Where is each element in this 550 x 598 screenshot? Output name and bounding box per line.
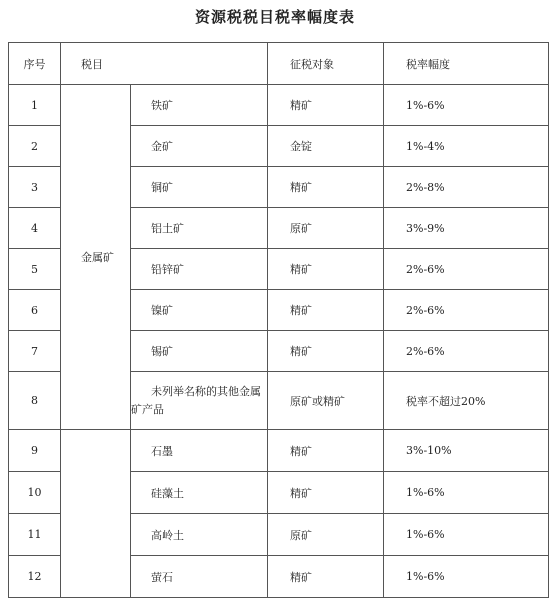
row-no: 6 (9, 290, 61, 331)
table-header-row (9, 43, 549, 85)
row-range: 1%-6% (384, 472, 549, 514)
row-range: 3%-10% (384, 430, 549, 472)
row-range: 2%-6% (384, 331, 549, 372)
row-item: 萤石 (131, 556, 268, 598)
row-range: 3%-9% (384, 208, 549, 249)
row-item: 硅藻土 (131, 472, 268, 514)
row-no: 7 (9, 331, 61, 372)
header-object: 征税对象 (268, 43, 384, 85)
row-item (131, 372, 268, 430)
row-object: 精矿 (268, 249, 384, 290)
row-no: 8 (9, 372, 61, 430)
row-range: 1%-6% (384, 85, 549, 126)
row-object: 精矿 (268, 331, 384, 372)
row-item-text: 未列举名称的其他金属矿产品 (131, 384, 261, 416)
row-item: 石墨 (131, 430, 268, 472)
row-object: 原矿 (268, 514, 384, 556)
row-item: 铝土矿 (131, 208, 268, 249)
page-title: 资源税税目税率幅度表 (194, 8, 355, 26)
row-item: 高岭土 (131, 514, 268, 556)
row-no: 3 (9, 167, 61, 208)
row-object: 原矿 (268, 208, 384, 249)
table-row (9, 85, 549, 126)
row-item: 铅锌矿 (131, 249, 268, 290)
row-range: 1%-4% (384, 126, 549, 167)
row-range: 2%-6% (384, 290, 549, 331)
row-no: 5 (9, 249, 61, 290)
row-object: 精矿 (268, 85, 384, 126)
row-object: 精矿 (268, 472, 384, 514)
row-range: 税率不超过20% (384, 372, 549, 430)
row-item: 铁矿 (131, 85, 268, 126)
header-range: 税率幅度 (384, 43, 549, 85)
row-item: 铜矿 (131, 167, 268, 208)
row-no: 12 (9, 556, 61, 598)
row-range: 1%-6% (384, 514, 549, 556)
row-object: 精矿 (268, 556, 384, 598)
row-no: 4 (9, 208, 61, 249)
row-item: 金矿 (131, 126, 268, 167)
row-range: 2%-6% (384, 249, 549, 290)
row-no: 10 (9, 472, 61, 514)
row-item: 锡矿 (131, 331, 268, 372)
row-no: 1 (9, 85, 61, 126)
row-no: 9 (9, 430, 61, 472)
row-no: 11 (9, 514, 61, 556)
row-object: 精矿 (268, 430, 384, 472)
row-no: 2 (9, 126, 61, 167)
table-row (9, 430, 549, 472)
category-nonmetal (61, 430, 131, 598)
header-no: 序号 (9, 43, 61, 85)
header-item: 税目 (61, 43, 268, 85)
category-metal: 金属矿 (61, 85, 131, 430)
row-object: 精矿 (268, 290, 384, 331)
row-item: 镍矿 (131, 290, 268, 331)
tax-rate-table (8, 42, 549, 598)
row-range: 2%-8% (384, 167, 549, 208)
row-object: 原矿或精矿 (268, 372, 384, 430)
row-range: 1%-6% (384, 556, 549, 598)
row-object: 金锭 (268, 126, 384, 167)
row-object: 精矿 (268, 167, 384, 208)
